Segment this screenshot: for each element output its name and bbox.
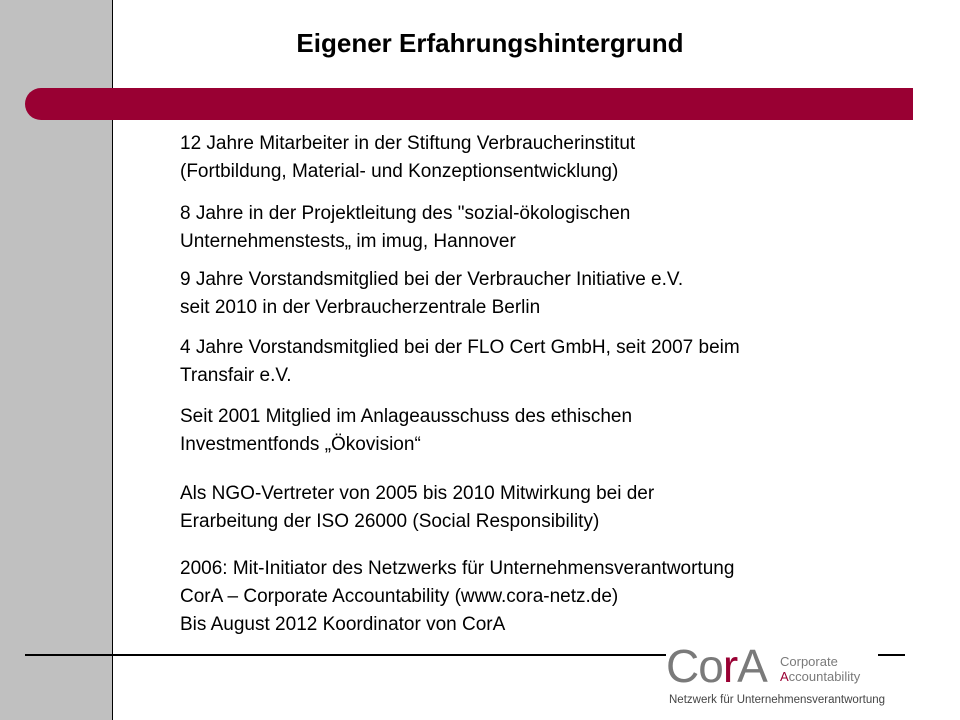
entry-line: seit 2010 in der Verbraucherzentrale Berlin bbox=[180, 297, 541, 318]
logo-subtitle: Corporate Accountability bbox=[780, 654, 861, 684]
logo-tagline: Netzwerk für Unternehmensverantwortung bbox=[669, 694, 886, 706]
page-title: Eigener Erfahrungshintergrund bbox=[296, 28, 684, 58]
entry-line: Erarbeitung der ISO 26000 (Social Responsibility) bbox=[180, 511, 600, 532]
entry-line: 9 Jahre Vorstandsmitglied bei der Verbraucher Initiative e.V. bbox=[180, 269, 684, 290]
cora-logo bbox=[666, 640, 884, 712]
entry-line: Transfair e.V. bbox=[180, 365, 292, 386]
entry-line: 8 Jahre in der Projektleitung des "sozial-ökologischen bbox=[180, 203, 631, 224]
entry-line: 12 Jahre Mitarbeiter in der Stiftung Verbraucherinstitut bbox=[180, 133, 636, 154]
entry-imug bbox=[180, 200, 900, 256]
entry-line: Bis August 2012 Koordinator von CorA bbox=[180, 614, 506, 635]
entry-line: Seit 2001 Mitglied im Anlageausschuss des ethischen bbox=[180, 406, 633, 427]
logo-wordmark: CorA bbox=[666, 640, 767, 692]
entry-flo-cert bbox=[180, 334, 900, 390]
entry-line: 4 Jahre Vorstandsmitglied bei der FLO Cert GmbH, seit 2007 beim bbox=[180, 337, 740, 358]
entry-line: (Fortbildung, Material- und Konzeptionsentwicklung) bbox=[180, 161, 619, 182]
entry-cora bbox=[180, 555, 900, 639]
entry-iso-26000 bbox=[180, 480, 900, 536]
entry-oekovision bbox=[180, 403, 900, 459]
entry-verbraucher-initiative bbox=[180, 266, 900, 322]
entry-stiftung bbox=[180, 130, 900, 186]
entry-line: Unternehmenstests„ im imug, Hannover bbox=[180, 231, 516, 252]
bottom-rule-left bbox=[25, 654, 666, 656]
entry-line: Als NGO-Vertreter von 2005 bis 2010 Mitwirkung bei der bbox=[180, 483, 655, 504]
entry-line: 2006: Mit-Initiator des Netzwerks für Unternehmensverantwortung bbox=[180, 558, 735, 579]
entry-line: Investmentfonds „Ökovision“ bbox=[180, 434, 421, 455]
accent-bar bbox=[25, 88, 913, 120]
entry-line: CorA – Corporate Accountability (www.cora-netz.de) bbox=[180, 586, 619, 607]
